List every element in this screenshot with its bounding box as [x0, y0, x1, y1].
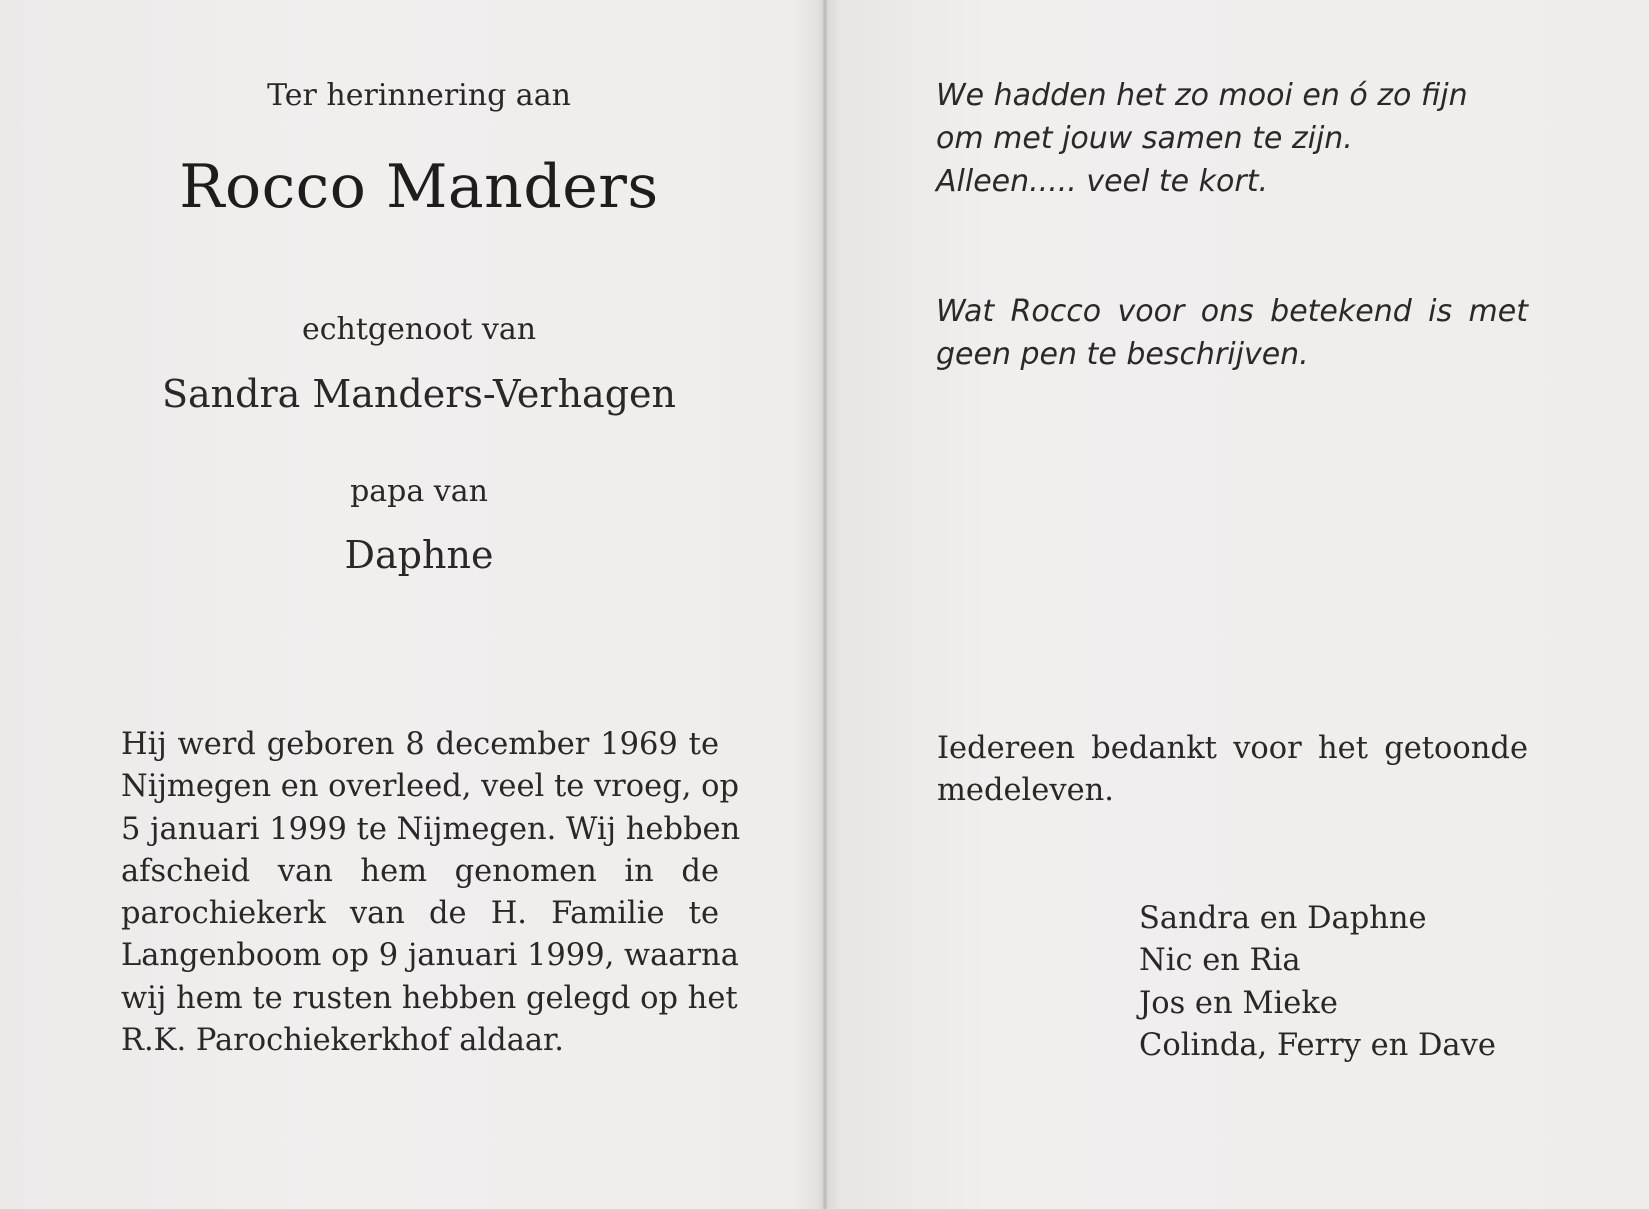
biography [121, 724, 741, 1062]
family-line: Colinda, Ferry en Dave [1139, 1027, 1496, 1063]
bio-line: parochiekerk van de H. Familie te [121, 896, 719, 932]
quote-line: geen pen te beschrijven. [936, 337, 1309, 372]
deceased-name: Rocco Manders [179, 152, 659, 222]
intro-text: Ter herinnering aan [267, 78, 571, 113]
family-line: Sandra en Daphne [1139, 901, 1427, 936]
family-line: Jos en Mieke [1139, 985, 1338, 1021]
spouse-label: echtgenoot van [301, 312, 537, 347]
bio-line: wij hem te rusten hebben gelegd op het [121, 980, 738, 1016]
poem-line: Alleen..... veel te kort. [936, 164, 1268, 199]
bio-line: Nijmegen en overleed, veel te vroeg, op [121, 769, 739, 805]
thanks-message [937, 728, 1528, 812]
bio-line: 5 januari 1999 te Nijmegen. Wij hebben [121, 811, 741, 847]
left-page [0, 0, 822, 1209]
quote [936, 290, 1528, 376]
quote-line: Wat Rocco voor ons betekend is met [936, 294, 1528, 329]
poem-line: We hadden het zo mooi en ó zo fijn [936, 78, 1468, 113]
child-label: papa van [350, 474, 488, 509]
thanks-line: medeleven. [937, 773, 1114, 808]
thanks-line: Iedereen bedankt voor het getoonde [937, 731, 1528, 766]
family-signatures [1139, 898, 1496, 1067]
bio-line: Hij werd geboren 8 december 1969 te [121, 727, 719, 762]
bio-line: R.K. Parochiekerkhof aldaar. [121, 1023, 564, 1059]
poem [936, 74, 1468, 203]
bio-line: Langenboom op 9 januari 1999, waarna [121, 938, 739, 974]
spouse-name: Sandra Manders-Verhagen [161, 372, 676, 416]
family-line: Nic en Ria [1139, 943, 1301, 979]
poem-line: om met jouw samen te zijn. [936, 121, 1353, 156]
child-name: Daphne [344, 533, 494, 577]
bio-line: afscheid van hem genomen in de [121, 853, 719, 889]
